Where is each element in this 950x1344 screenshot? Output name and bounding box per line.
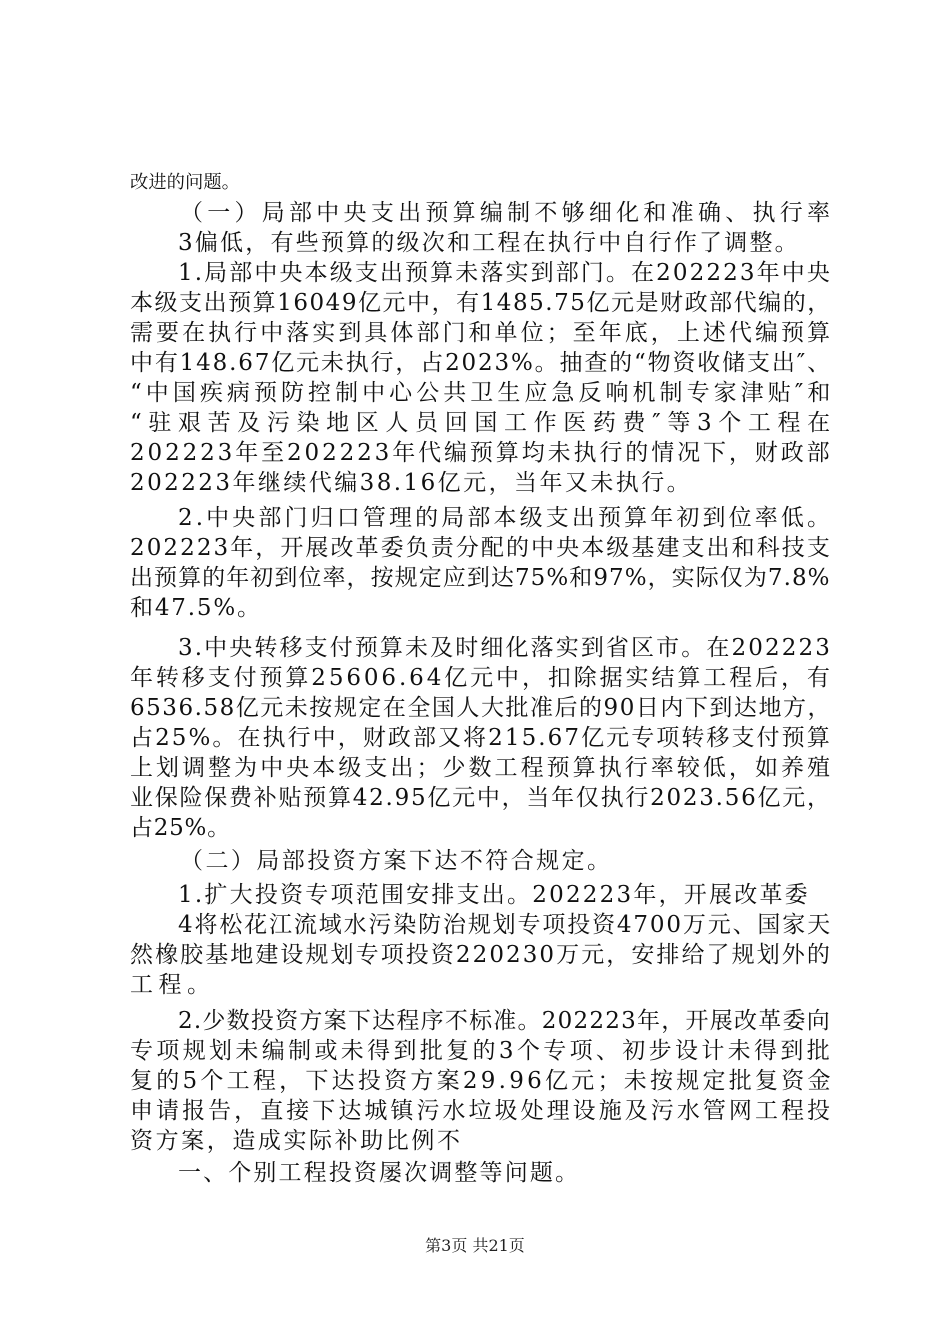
text-line: 工程。	[130, 972, 216, 998]
text-line: 上划调整为中央本级支出；少数工程预算执行率较低，如养殖	[130, 755, 834, 781]
page-number-footer: 第3页 共21页	[425, 1236, 525, 1255]
text-line: “中国疾病预防控制中心公共卫生应急反响机制专家津贴″和	[130, 380, 835, 406]
text-line: 专项规划未编制或未得到批复的3个专项、初步设计未得到批	[130, 1038, 834, 1064]
text-line: 一、个别工程投资屡次调整等问题。	[178, 1160, 581, 1186]
text-line: 2.中央部门归口管理的局部本级支出预算年初到位率低。	[178, 505, 834, 531]
text-line: 复的5个工程，下达投资方案29.96亿元；未按规定批复资金	[130, 1068, 834, 1094]
text-line: 1.局部中央本级支出预算未落实到部门。在202223年中央	[178, 260, 832, 286]
text-line: 业保险保费补贴预算42.95亿元中，当年仅执行2023.56亿元，	[130, 785, 832, 811]
text-line: 202223年至202223年代编预算均未执行的情况下，财政部	[130, 440, 833, 466]
text-line: 3偏低，有些预算的级次和工程在执行中自行作了调整。	[178, 230, 800, 256]
text-line: 202223年，开展改革委负责分配的中央本级基建支出和科技支	[130, 535, 832, 561]
text-line: 中有148.67亿元未执行，占2023%。抽查的“物资收储支出″、	[130, 350, 832, 376]
text-line: 资方案，造成实际补助比例不	[130, 1128, 463, 1154]
text-line: 出预算的年初到位率，按规定应到达75%和97%，实际仅为7.8%	[130, 565, 831, 591]
text-line: 占25%。	[130, 815, 231, 841]
text-line: 本级支出预算16049亿元中，有1485.75亿元是财政部代编的，	[130, 290, 832, 316]
text-line: 占25%。在执行中，财政部又将215.67亿元专项转移支付预算	[130, 725, 832, 751]
section-heading: （一）局部中央支出预算编制不够细化和准确、执行率	[180, 200, 835, 226]
text-line: 和47.5%。	[130, 595, 262, 621]
text-line: 申请报告，直接下达城镇污水垃圾处理设施及污水管网工程投	[130, 1098, 834, 1124]
text-line: “驻艰苦及污染地区人员回国工作医药费″等3个工程在	[130, 410, 837, 436]
text-line: 需要在执行中落实到具体部门和单位；至年底，上述代编预算	[130, 320, 834, 346]
text-line: 202223年继续代编38.16亿元，当年又未执行。	[130, 470, 693, 496]
text-line: 1.扩大投资专项范围安排支出。202223年，开展改革委	[178, 882, 810, 908]
text-line: 然橡胶基地建设规划专项投资220230万元，安排给了规划外的	[130, 942, 832, 968]
text-line: 3.中央转移支付预算未及时细化落实到省区市。在202223	[178, 635, 832, 661]
text-line: 年转移支付预算25606.64亿元中，扣除据实结算工程后，有	[130, 665, 833, 691]
section-heading: （二）局部投资方案下达不符合规定。	[180, 848, 613, 874]
text-line: 2.少数投资方案下达程序不标准。202223年，开展改革委向	[178, 1008, 831, 1034]
text-line: 6536.58亿元未按规定在全国人大批准后的90日内下到达地方，	[130, 695, 833, 721]
text-line: 4将松花江流域水污染防治规划专项投资4700万元、国家天	[178, 912, 832, 938]
text-line: 改进的问题。	[130, 172, 240, 193]
